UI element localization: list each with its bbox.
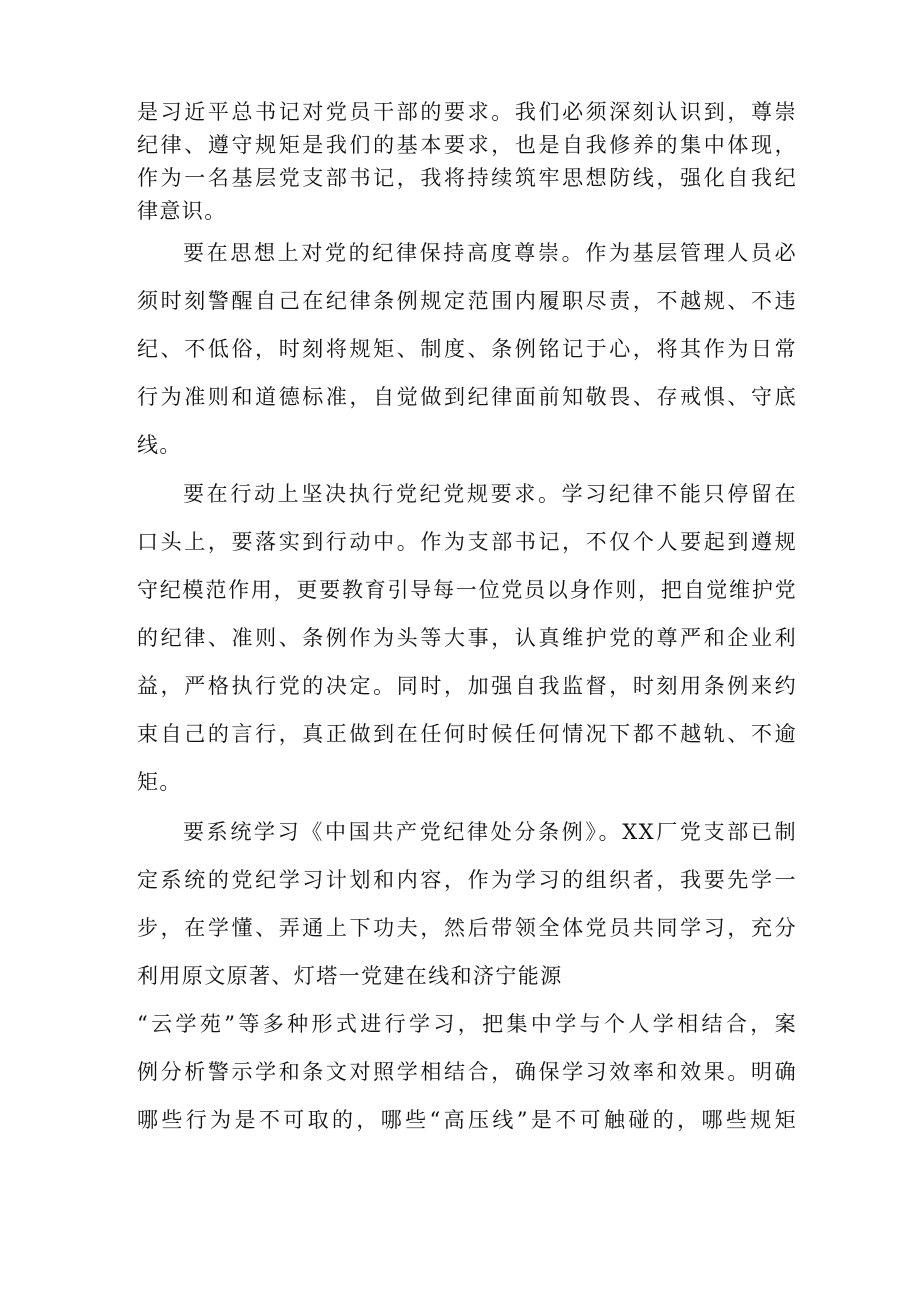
paragraph-first-line: 要在行动上坚决执行党纪党规要求。学习纪律不能只停留在: [183, 482, 797, 506]
text-line: 守纪模范作用，更要教育引导每一位党员以身作则，把自觉维护党: [137, 578, 797, 602]
text-line: 行为准则和道德标准，自觉做到纪律面前知敬畏、存戒惧、守底: [137, 385, 797, 409]
text-line: 口头上，要落实到行动中。作为支部书记，不仅个人要起到遵规: [137, 530, 797, 554]
text-line: 纪、不低俗，时刻将规矩、制度、条例铭记于心，将其作为日常: [137, 337, 797, 361]
text-line: 定系统的党纪学习计划和内容，作为学习的组织者，我要先学一: [137, 868, 797, 892]
text-line: 步，在学懂、弄通上下功夫，然后带领全体党员共同学习，充分: [137, 916, 797, 940]
text-line: 益，严格执行党的决定。同时，加强自我监督，时刻用条例来约: [137, 674, 797, 698]
text-line: 矩。: [137, 770, 182, 794]
text-line: “云学苑”等多种形式进行学习，把集中学与个人学相结合，案: [137, 1012, 797, 1036]
text-line: 哪些行为是不可取的，哪些“高压线”是不可触碰的，哪些规矩: [137, 1108, 797, 1132]
text-line: 束自己的言行，真正做到在任何时候任何情况下都不越轨、不逾: [137, 722, 797, 746]
text-line: 利用原文原著、灯塔一党建在线和济宁能源: [137, 964, 563, 988]
paragraph-first-line: 要在思想上对党的纪律保持高度尊崇。作为基层管理人员必: [183, 241, 797, 265]
text-line: 纪律、遵守规矩是我们的基本要求，也是自我修养的集中体现，: [137, 133, 797, 157]
text-line: 线。: [137, 433, 182, 457]
text-line: 例分析警示学和条文对照学相结合，确保学习效率和效果。明确: [137, 1060, 797, 1084]
text-line: 的纪律、准则、条例作为头等大事，认真维护党的尊严和企业利: [137, 626, 797, 650]
text-line: 律意识。: [137, 199, 227, 223]
text-line: 作为一名基层党支部书记，我将持续筑牢思想防线，强化自我纪: [137, 166, 797, 190]
text-line: 是习近平总书记对党员干部的要求。我们必须深刻认识到，尊崇: [137, 100, 797, 124]
text-line: 须时刻警醒自己在纪律条例规定范围内履职尽责，不越规、不违: [137, 289, 797, 313]
paragraph-first-line: 要系统学习《中国共产党纪律处分条例》。XX厂党支部已制: [183, 820, 797, 844]
